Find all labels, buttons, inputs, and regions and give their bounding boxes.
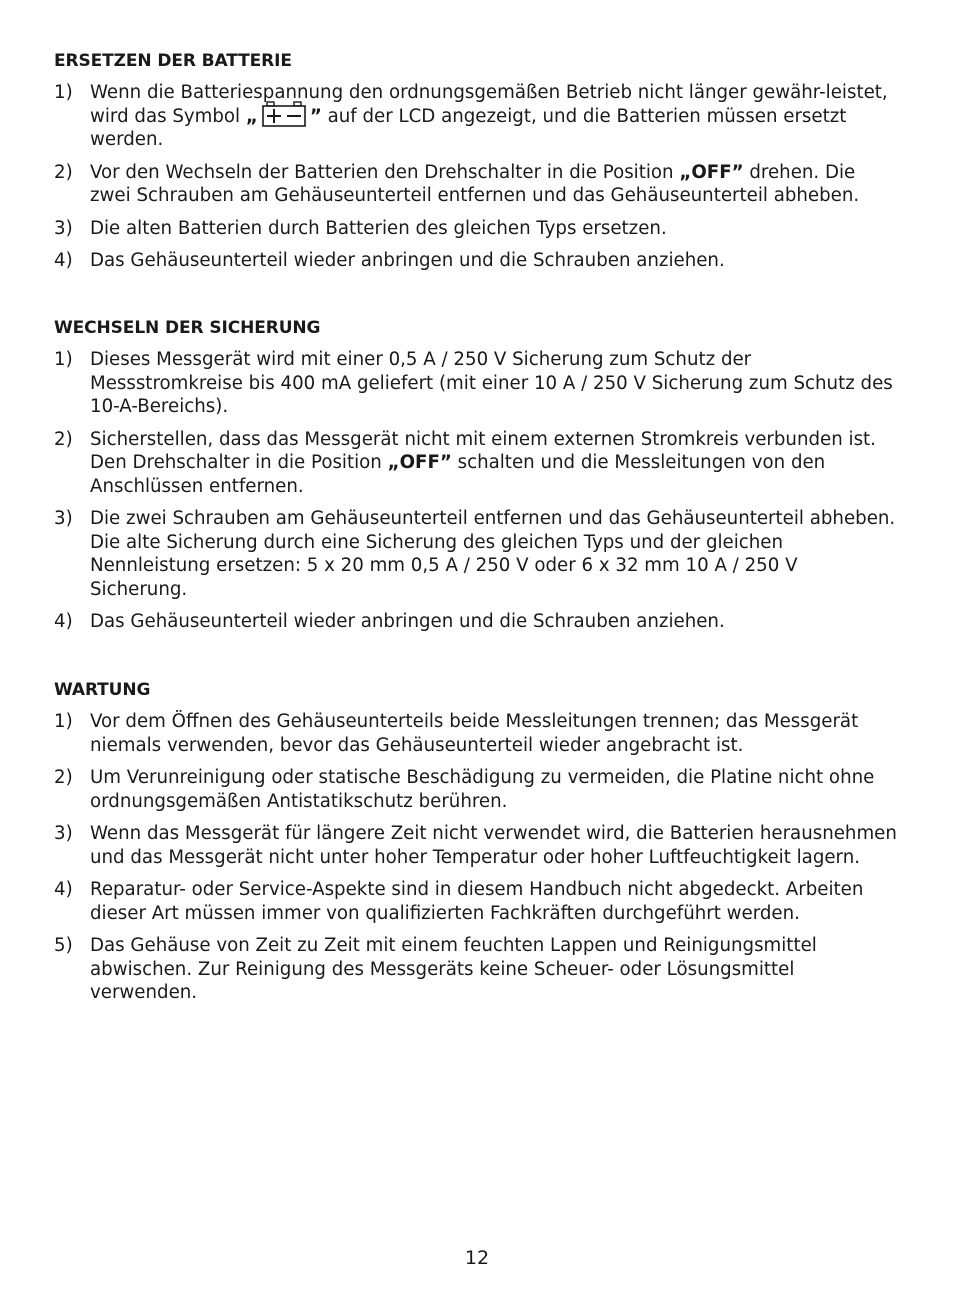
section-heading: WARTUNG [54,680,151,700]
list-item [54,348,899,419]
item-number: 2) [54,428,73,450]
numbered-list [54,710,899,1005]
section-maintenance [54,679,899,1014]
item-text: Das Gehäuseunterteil wieder anbringen und die Schrauben anziehen. [90,250,725,271]
item-number: 4) [54,879,73,900]
item-text: Das Gehäuse von Zeit zu Zeit mit einem feuchten Lappen und Reinigungsmittel abwischen. Zur Reinigung des Messgeräts keine Scheuer- oder Lösungsmittel verwenden. [90,935,817,1003]
item-number: 3) [54,217,73,239]
item-number: 3) [54,508,73,529]
item-number: 2) [54,767,73,788]
quote-close: ” [309,105,322,127]
page-number: 12 [464,1247,490,1269]
item-text-start: Vor den Wechseln der Batterien den Drehschalter in die Position [90,161,680,183]
item-text-start: Sicherstellen, dass das Messgerät nicht mit einem externen Stromkreis verbunden ist. Den Drehschalter in die Position [90,428,876,473]
item-text: Dieses Messgerät wird mit einer 0,5 A / 250 V Sicherung zum Schutz der Messstromkreise bis 400 mA geliefert (mit einer 10 A / 250 V Sicherung zum Schutz des 10-A-Bereichs). [90,349,893,417]
numbered-list [54,81,899,273]
item-text: Das Gehäuseunterteil wieder anbringen und die Schrauben anziehen. [90,611,725,632]
off-label: „OFF” [387,452,452,473]
list-item [54,81,899,152]
item-text-end: schalten und die Messleitungen von den Anschlüssen entfernen. [90,452,826,497]
item-text-end: auf der LCD angezeigt, und die Batterien müssen ersetzt werden. [90,105,847,150]
section-battery-replacement [54,50,899,282]
list-item [54,161,899,208]
list-item [54,249,899,273]
section-heading: ERSETZEN DER BATTERIE [54,51,292,71]
item-number: 3) [54,823,73,844]
item-text: Die alten Batterien durch Batterien des gleichen Typs ersetzen. [90,217,667,239]
item-text: Vor dem Öffnen des Gehäuseunterteils beide Messleitungen trennen; das Messgerät niemals verwenden, bevor das Gehäuseunterteil wieder angebracht ist. [90,711,859,756]
list-item [54,822,899,869]
list-item [54,610,899,634]
list-item [54,217,899,241]
item-text-start: Wenn die Batteriespannung den ordnungsgemäßen Betrieb nicht länger gewähr-leistet, wird das Symbol [90,82,888,127]
item-number: 5) [54,935,73,956]
list-item [54,878,899,925]
item-number: 2) [54,161,73,183]
list-item [54,710,899,757]
item-text: Um Verunreinigung oder statische Beschädigung zu vermeiden, die Platine nicht ohne ordnungsgemäßen Antistatikschutz berühren. [90,767,875,812]
item-number: 4) [54,250,73,271]
list-item [54,428,899,499]
item-text: Die zwei Schrauben am Gehäuseunterteil entfernen und das Gehäuseunterteil abheben. Die alte Sicherung durch eine Sicherung des gleichen Typs und der gleichen Nennleistung ersetzen: 5 x 20 mm 0,5 A / 250 V oder 6 x 32 mm 10 A / 250 V Sicherung. [90,508,896,600]
battery-icon [262,105,306,127]
off-label: „OFF” [679,161,744,183]
list-item [54,766,899,813]
section-fuse-replacement [54,317,899,643]
item-number: 4) [54,611,73,632]
item-text: Wenn das Messgerät für längere Zeit nicht verwendet wird, die Batterien herausnehmen und das Messgerät nicht unter hoher Temperatur oder hoher Luftfeuchtigkeit lagern. [90,823,897,868]
item-number: 1) [54,349,73,370]
list-item [54,934,899,1005]
item-text: Reparatur- oder Service-Aspekte sind in diesem Handbuch nicht abgedeckt. Arbeiten dieser Art müssen immer von qualifizierten Fachkräften durchgeführt werden. [90,879,864,924]
item-number: 1) [54,82,73,103]
quote-open: „ [245,105,258,127]
item-number: 1) [54,711,73,732]
section-heading: WECHSELN DER SICHERUNG [54,318,321,338]
list-item [54,507,899,601]
item-text-end: drehen. Die zwei Schrauben am Gehäuseunterteil entfernen und das Gehäuseunterteil abheben. [90,161,860,206]
numbered-list [54,348,899,634]
